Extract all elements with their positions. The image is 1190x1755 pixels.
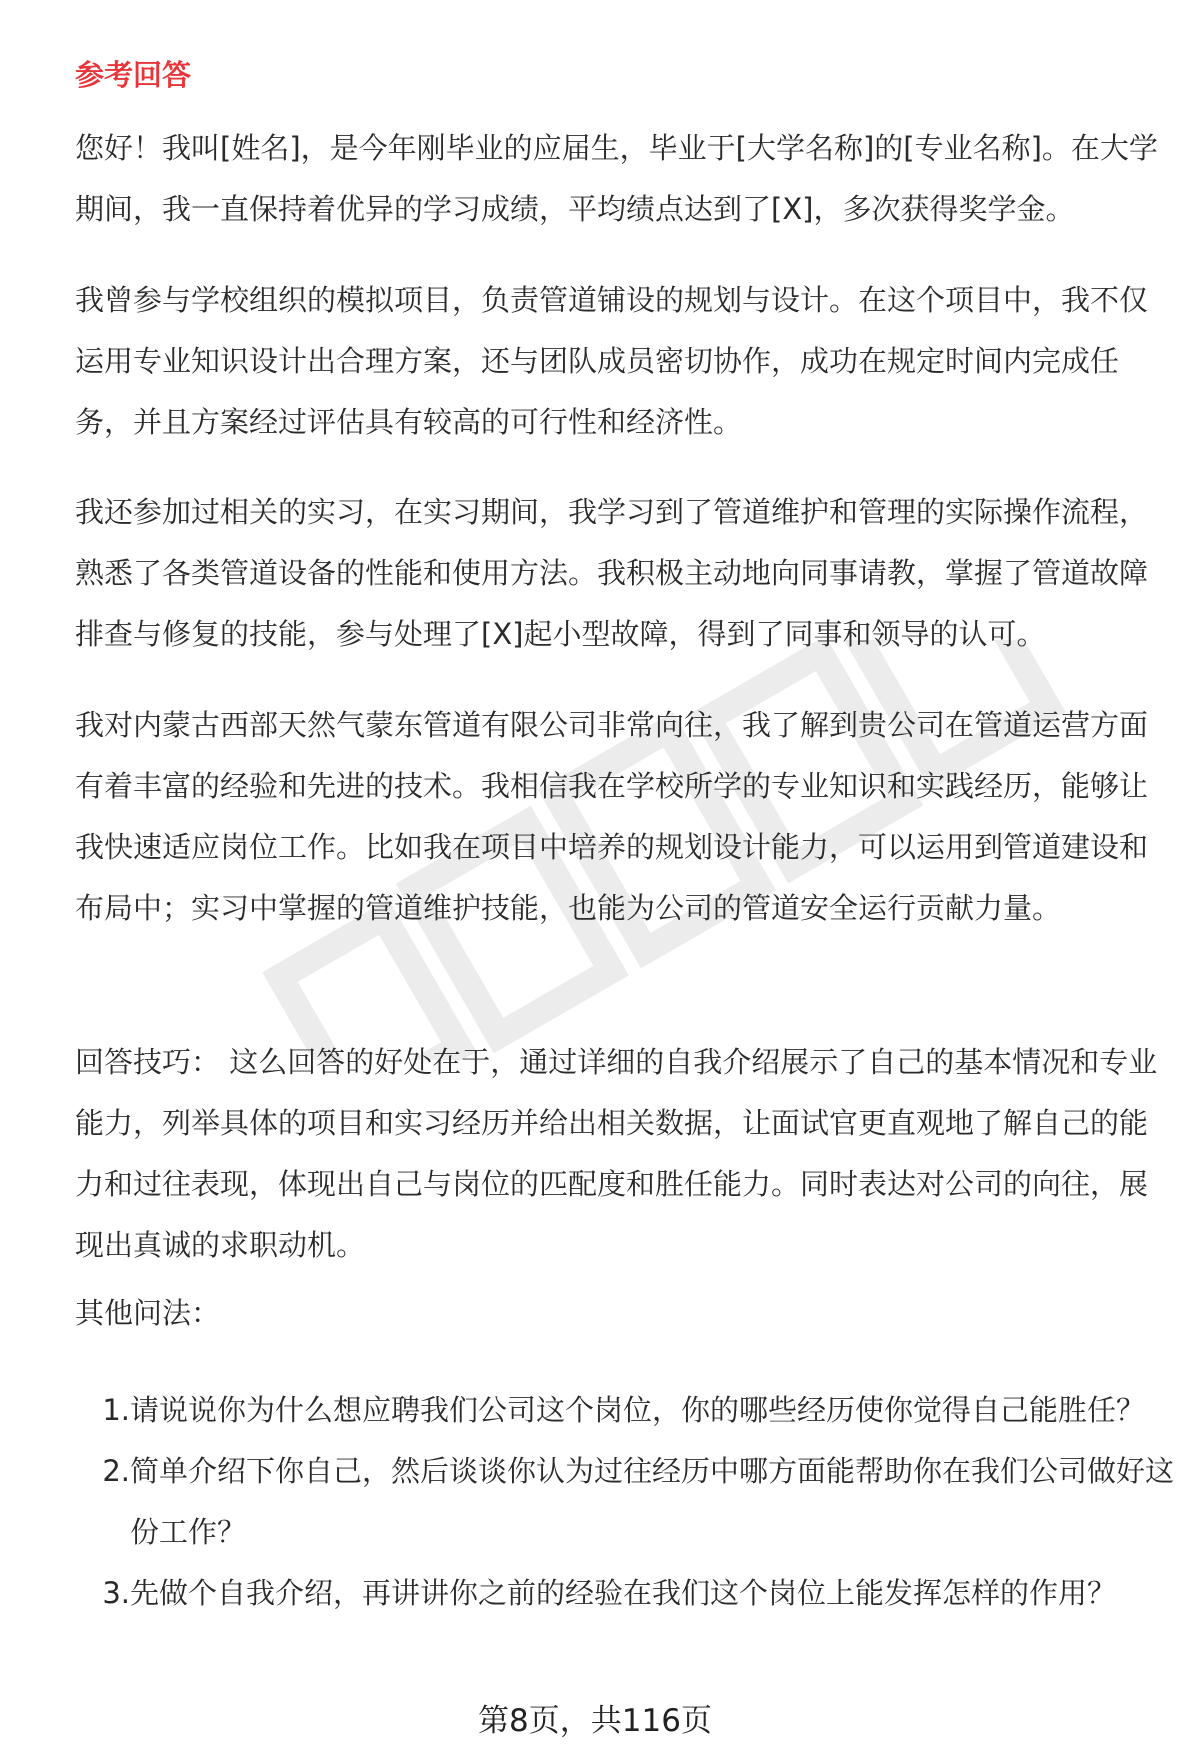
answer-tips-paragraph: 回答技巧： 这么回答的好处在于，通过详细的自我介绍展示了自己的基本情况和专业能力，列举具体的项目和实习经历并给出相关数据，让面试官更直观地了解自己的能力和过往表现，体现出自己与岗位的匹配度和胜任能力。同时表达对公司的向往，展现出真诚的求职动机。 xyxy=(75,1045,1158,1262)
list-item-text: 先做个自我介绍，再讲讲你之前的经验在我们这个岗位上能发挥怎样的作用？ xyxy=(130,1576,1117,1610)
answer-paragraph-1: 您好！我叫[姓名]，是今年刚毕业的应届生，毕业于[大学名称]的[专业名称]。在大学期间，我一直保持着优异的学习成绩，平均绩点达到了[X]，多次获得奖学金。 xyxy=(75,131,1158,226)
list-item-text: 请说说你为什么想应聘我们公司这个岗位，你的哪些经历使你觉得自己能胜任？ xyxy=(130,1393,1146,1427)
list-item-number: 1. xyxy=(102,1393,130,1427)
list-item-number: 3. xyxy=(102,1576,130,1610)
list-item xyxy=(75,1380,1175,1441)
list-item-number: 2. xyxy=(102,1454,130,1488)
answer-paragraph-4: 我对内蒙古西部天然气蒙东管道有限公司非常向往，我了解到贵公司在管道运营方面有着丰富的经验和先进的技术。我相信我在学校所学的专业知识和实践经历，能够让我快速适应岗位工作。比如我在项目中培养的规划设计能力，可以运用到管道建设和布局中；实习中掌握的管道维护技能，也能为公司的管道安全运行贡献力量。 xyxy=(75,708,1149,925)
answer-paragraph-3: 我还参加过相关的实习，在实习期间，我学习到了管道维护和管理的实际操作流程，熟悉了各类管道设备的性能和使用方法。我积极主动地向同事请教，掌握了管道故障排查与修复的技能，参与处理了[X]起小型故障，得到了同事和领导的认可。 xyxy=(75,495,1149,651)
list-item xyxy=(75,1441,1175,1563)
other-questions-label: 其他问法： xyxy=(75,1296,221,1330)
section-heading: 参考回答 xyxy=(75,58,192,92)
list-item xyxy=(75,1563,1175,1624)
list-item-text: 简单介绍下你自己，然后谈谈你认为过往经历中哪方面能帮助你在我们公司做好这份工作？ xyxy=(130,1454,1175,1549)
alternative-questions-list xyxy=(75,1380,1175,1624)
answer-paragraph-2: 我曾参与学校组织的模拟项目，负责管道铺设的规划与设计。在这个项目中，我不仅运用专业知识设计出合理方案，还与团队成员密切协作，成功在规定时间内完成任务，并且方案经过评估具有较高的可行性和经济性。 xyxy=(75,283,1149,439)
page-footer: 第8页，共116页 xyxy=(478,1703,712,1739)
